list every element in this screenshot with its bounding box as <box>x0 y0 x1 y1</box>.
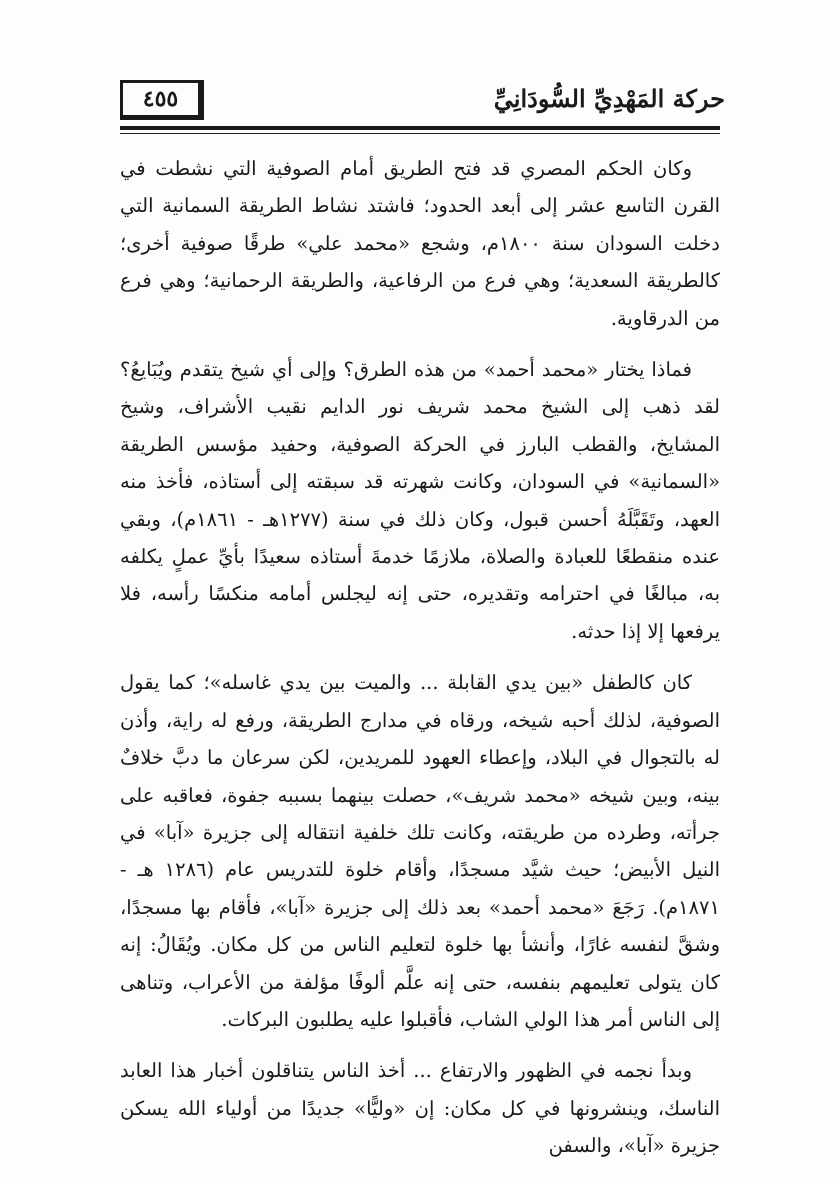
paragraph-2: فماذا يختار «محمد أحمد» من هذه الطرق؟ وإلى أي شيخ يتقدم ويُبَايعُ؟ لقد ذهب إلى الشيخ محمد شريف نور الدايم نقيب الأشراف، وشيخ المشايخ، والقطب البارز في الحركة الصوفية، وحفيد مؤسس الطريقة «السمانية» في السودان، وكانت شهرته قد سبقته إلى أستاذه، فأخذ منه العهد، وتَقَبَّلَهُ أحسن قبول، وكان ذلك في سنة (١٢٧٧هـ - ١٨٦١م)، وبقي عنده منقطعًا للعبادة والصلاة، ملازمًا خدمةَ أستاذه سعيدًا بأيِّ عملٍ يكلفه به، مبالغًا في احترامه وتقديره، حتى إنه ليجلس أمامه منكسًا رأسه، فلا يرفعها إلا إذا حدثه. <box>120 358 720 643</box>
body-text <box>120 150 720 1179</box>
paragraph-4: وبدأ نجمه في الظهور والارتفاع ... أخذ الناس يتناقلون أخبار هذا العابد الناسك، وينشرونها في كل مكان: إن «وليًّا» جديدًا من أولياء الله يسكن جزيرة «آبا»، والسفن <box>120 1059 720 1158</box>
page-number-text: ٤٥٥ <box>142 86 179 112</box>
paragraph-3: كان كالطفل «بين يدي القابلة ... والميت بين يدي غاسله»؛ كما يقول الصوفية، لذلك أحبه شيخه، ورقاه في مدارج الطريقة، ورفع له راية، وأذن له بالتجوال في البلاد، وإعطاء العهود للمريدين، لكن سرعان ما دبَّ خلافٌ بينه، وبين شيخه «محمد شريف»، حصلت بينهما بسببه جفوة، فعاقبه على جرأته، وطرده من طريقته، وكانت تلك خلفية انتقاله إلى جزيرة «آبا» في النيل الأبيض؛ حيث شيَّد مسجدًا، وأقام خلوة للتدريس عام (١٢٨٦ هـ - ١٨٧١م). رَجَعَ «محمد أحمد» بعد ذلك إلى جزيرة «آبا»، فأقام بها مسجدًا، وشقَّ لنفسه غارًا، وأنشأ بها خلوة لتعليم الناس من كل مكان. ويُقَالُ: إنه كان يتولى تعليمهم بنفسه، حتى إنه علَّم ألوفًا مؤلفة من الأعراب، وتناهى إلى الناس أمر هذا الولي الشاب، فأقبلوا عليه يطلبون البركات. <box>120 671 720 1031</box>
header-rule-thick <box>120 126 720 130</box>
header-rule-thin <box>120 133 720 134</box>
page-number <box>120 80 204 120</box>
paragraph-1: وكان الحكم المصري قد فتح الطريق أمام الصوفية التي نشطت في القرن التاسع عشر إلى أبعد الحدود؛ فاشتد نشاط الطريقة السمانية التي دخلت السودان سنة ١٨٠٠م، وشجع «محمد علي» طرقًا صوفية أخرى؛ كالطريقة السعدية؛ وهي فرع من الرفاعية، والطريقة الرحمانية؛ وهي فرع من الدرقاوية. <box>120 157 720 330</box>
running-title: حركة المَهْدِيِّ السُّودَانِيِّ <box>493 84 725 113</box>
